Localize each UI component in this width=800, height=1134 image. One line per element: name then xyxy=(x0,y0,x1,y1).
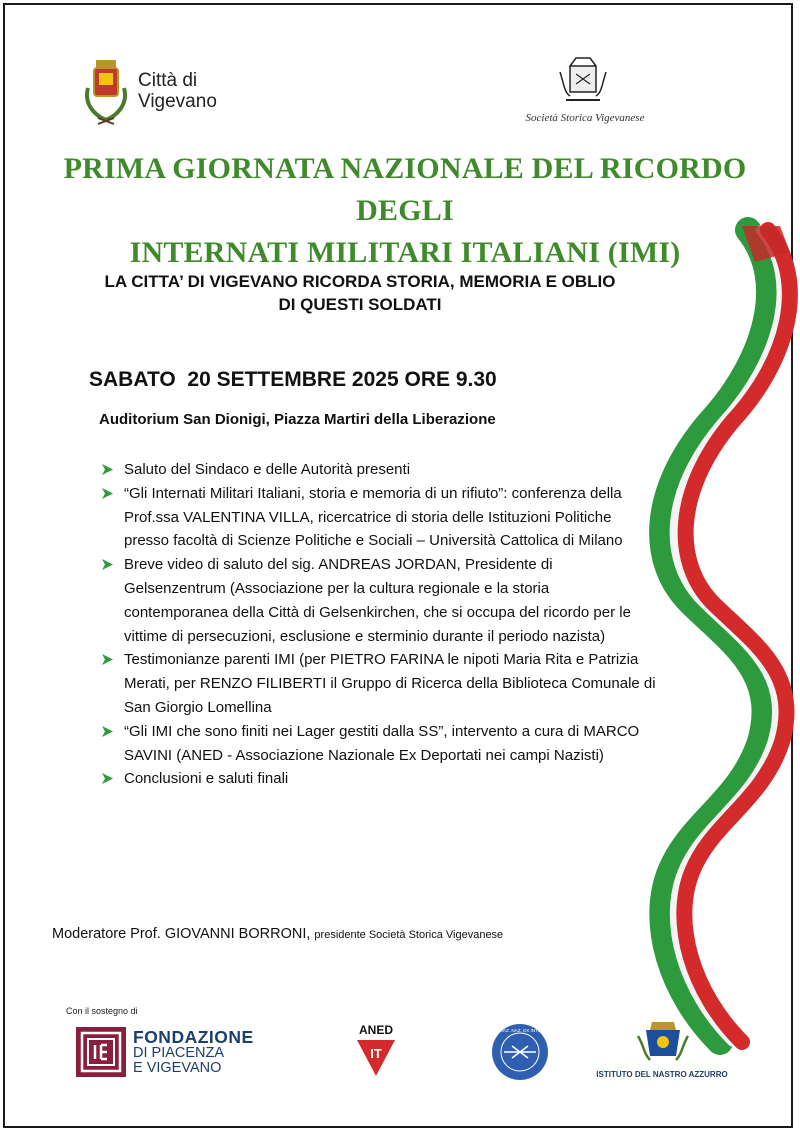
program-item xyxy=(101,720,656,768)
coat-of-arms-icon xyxy=(82,58,130,126)
moderator xyxy=(52,926,503,942)
program-item-text: Testimonianze parenti IMI (per PIETRO FARINA le nipoti Maria Rita e Patrizia Merati, per RENZO FILIBERTI il Gruppo di Ricerca della Biblioteca Comunale di San Giorgio Lomellina xyxy=(124,651,656,716)
support-label: Con il sostegno di xyxy=(66,1006,138,1016)
moderator-role: presidente Società Storica Vigevanese xyxy=(314,929,504,941)
event-date: SABATO 20 SETTEMBRE 2025 ORE 9.30 xyxy=(89,368,497,391)
program-item xyxy=(101,767,656,791)
imi-association-logo-icon xyxy=(485,1022,555,1082)
arrow-bullet-icon xyxy=(101,653,114,666)
nastro-azzurro-name: ISTITUTO DEL NASTRO AZZURRO xyxy=(596,1070,728,1079)
fondazione-line3: E VIGEVANO xyxy=(133,1060,222,1076)
aned-label: ANED xyxy=(358,1023,394,1037)
arrow-bullet-icon xyxy=(101,487,114,500)
program-item xyxy=(101,553,656,648)
subtitle-line2: DI QUESTI SOLDATI xyxy=(278,295,442,314)
fondazione-logo-icon xyxy=(76,1027,126,1077)
fondazione-name xyxy=(133,1028,254,1076)
title-line1: PRIMA GIORNATA NAZIONALE DEL RICORDO DEGLI xyxy=(63,152,747,227)
fondazione-line1: FONDAZIONE xyxy=(133,1027,254,1047)
nastro-azzurro-crest-icon xyxy=(636,1016,690,1064)
subtitle xyxy=(40,270,680,316)
program-item-text: conferenza della Prof.ssa VALENTINA VILLA, ricercatrice di storia delle Istituzioni Politiche presso facoltà di Scienze Politiche e Sociali – Università Cattolica di Milano xyxy=(124,484,623,550)
program-item xyxy=(101,482,656,553)
imi-seal-text: ASSOCIAZ. NAZ. EX INTERNATI xyxy=(485,1028,555,1033)
program-item-quote: “Gli Internati Militari Italiani, storia e memoria di un rifiuto”: xyxy=(124,484,508,502)
page-title xyxy=(40,148,770,274)
fondazione-line2: DI PIACENZA xyxy=(133,1045,225,1061)
program-item-text: Conclusioni e saluti finali xyxy=(124,770,289,788)
city-name-line1: Città di xyxy=(138,70,198,91)
city-name-line2: Vigevano xyxy=(138,91,217,112)
city-name xyxy=(138,70,217,112)
arrow-bullet-icon xyxy=(101,725,114,738)
title-line2: INTERNATI MILITARI ITALIANI (IMI) xyxy=(129,236,681,269)
arrow-bullet-icon xyxy=(101,463,114,476)
society-crest-icon xyxy=(556,56,610,106)
aned-it: IT xyxy=(370,1046,382,1061)
arrow-bullet-icon xyxy=(101,558,114,571)
program-item xyxy=(101,458,656,482)
program-item-text: Saluto del Sindaco e delle Autorità presenti xyxy=(124,461,411,478)
subtitle-line1: LA CITTA’ DI VIGEVANO RICORDA STORIA, MEMORIA E OBLIO xyxy=(104,272,616,291)
program-list xyxy=(101,458,656,791)
program-item-text: “Gli IMI che sono finiti nei Lager gestiti dalla SS”, intervento a cura di MARCO SAVINI (ANED - Associazione Nazionale Ex Deportati nei campi Nazisti) xyxy=(124,722,640,764)
program-item xyxy=(101,648,656,719)
moderator-main: Moderatore Prof. GIOVANNI BORRONI, xyxy=(52,926,311,942)
program-item-text: Breve video di saluto del sig. ANDREAS JORDAN, Presidente di Gelsenzentrum (Associazione per la cultura regionale e la storia contemporanea della Città di Gelsenkirchen, che si occupa del ricordo per le vittime di persecuzioni, esclusione e sterminio durante il periodo nazista) xyxy=(124,556,631,645)
arrow-bullet-icon xyxy=(101,772,114,785)
aned-logo-icon xyxy=(345,1022,407,1080)
event-venue: Auditorium San Dionigi, Piazza Martiri della Liberazione xyxy=(99,411,496,428)
society-name: Società Storica Vigevanese xyxy=(525,112,645,124)
